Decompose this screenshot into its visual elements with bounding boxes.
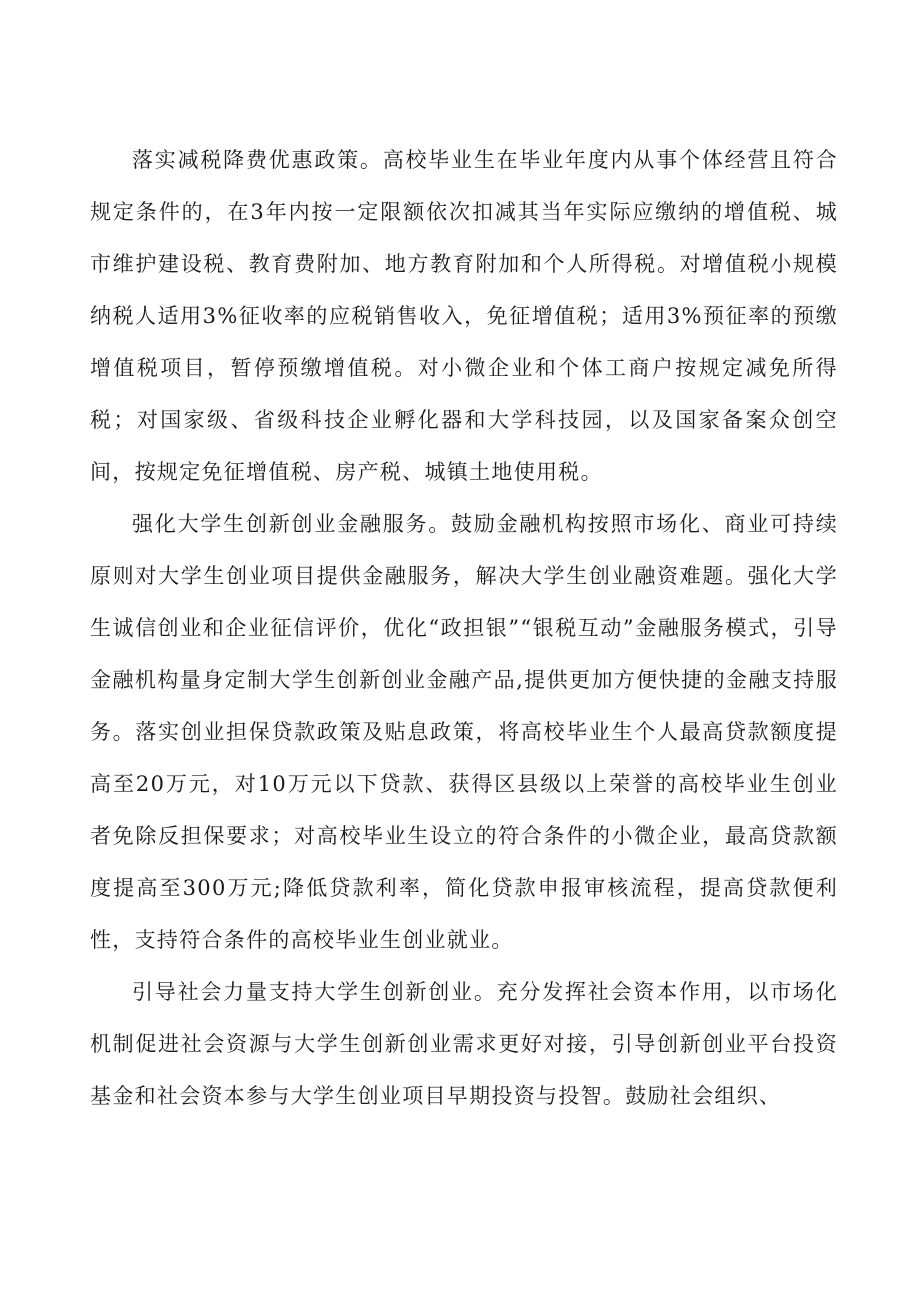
paragraph-social-support: 引导社会力量支持大学生创新创业。充分发挥社会资本作用，以市场化机制促进社会资源与大学生创新创业需求更好对接，引导创新创业平台投资基金和社会资本参与大学生创业项目早期投资与投智。鼓励社会组织、 (90, 980, 838, 1108)
paragraph-financial-services: 强化大学生创新创业金融服务。鼓励金融机构按照市场化、商业可持续原则对大学生创业项目提供金融服务，解决大学生创业融资难题。强化大学生诚信创业和企业征信评价，优化“政担银”“银税互动”金融服务模式，引导金融机构量身定制大学生创新创业金融产品,提供更加方便快捷的金融支持服务。落实创业担保贷款政策及贴息政策，将高校毕业生个人最高贷款额度提高至20万元，对10万元以下贷款、获得区县级以上荣誉的高校毕业生创业者免除反担保要求；对高校毕业生设立的符合条件的小微企业，最高贷款额度提高至300万元;降低贷款利率，简化贷款申报审核流程，提高贷款便利性，支持符合条件的高校毕业生创业就业。 (90, 512, 838, 952)
paragraph-tax-reduction: 落实减税降费优惠政策。高校毕业生在毕业年度内从事个体经营且符合规定条件的，在3年内按一定限额依次扣减其当年实际应缴纳的增值税、城市维护建设税、教育费附加、地方教育附加和个人所得税。对增值税小规模纳税人适用3%征收率的应税销售收入，免征增值税；适用3%预征率的预缴增值税项目，暂停预缴增值税。对小微企业和个体工商户按规定减免所得税；对国家级、省级科技企业孵化器和大学科技园，以及国家备案众创空间，按规定免征增值税、房产税、城镇土地使用税。 (90, 148, 838, 484)
document-body (90, 134, 838, 1122)
